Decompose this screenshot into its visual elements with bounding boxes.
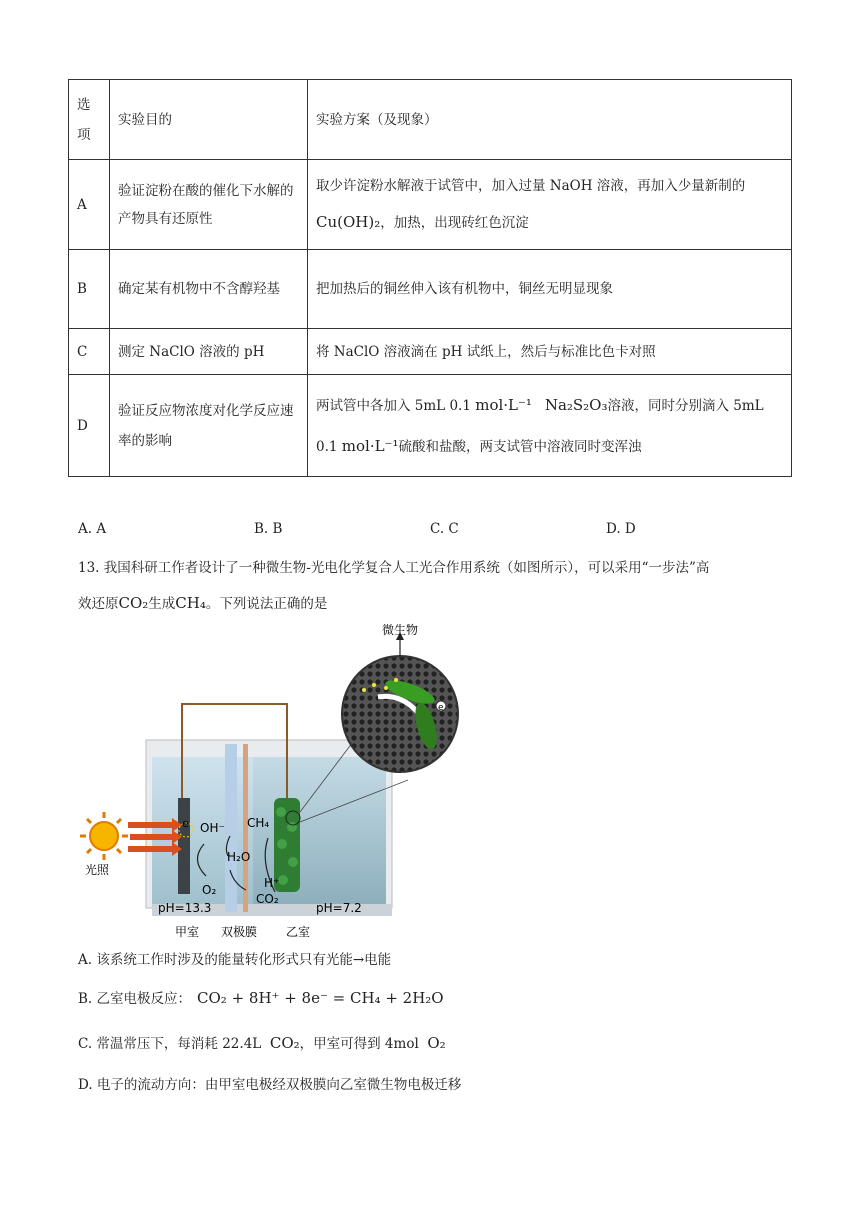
row-plan	[308, 375, 792, 477]
electrochemical-cell-figure	[78, 622, 478, 944]
label-ch4: CH₄	[247, 816, 270, 830]
plan-text: 溶液，同时分别滴入 5mL	[607, 397, 764, 414]
table-row	[69, 250, 792, 329]
choice-c[interactable]	[78, 1032, 446, 1052]
label-membrane: 双极膜	[221, 925, 258, 939]
label-microbe: 微生物	[382, 623, 419, 637]
electron-left: e	[182, 817, 189, 830]
label-co2: CO₂	[256, 892, 279, 906]
photoanode	[178, 798, 190, 894]
stem-text: 生成	[148, 596, 176, 612]
row-option: B	[69, 250, 110, 329]
unit: mol·L⁻¹	[341, 436, 399, 455]
row-option: C	[69, 329, 110, 375]
question-13-stem: 13. 我国科研工作者设计了一种微生物-光电化学复合人工光合作用系统（如图所示），可以采用“一步法”高	[78, 560, 710, 576]
row-purpose: 验证反应物浓度对化学反应速率的影响	[110, 375, 308, 477]
header-purpose: 实验目的	[110, 80, 308, 160]
row-option: A	[69, 160, 110, 250]
choice-label: B. 乙室电极反应：	[78, 991, 192, 1007]
choice-text: ，甲室可得到 4mol	[299, 1036, 419, 1052]
row-plan: 将 NaClO 溶液滴在 pH 试纸上，然后与标准比色卡对照	[308, 329, 792, 375]
formula: CO₂	[118, 594, 149, 612]
answer-option-c[interactable]: C. C	[430, 521, 459, 537]
label-oh: OH⁻	[200, 821, 225, 835]
table-row	[69, 329, 792, 375]
plan-text: ，加热，出现砖红色沉淀	[380, 215, 529, 231]
header-plan: 实验方案（及现象）	[308, 80, 792, 160]
stem-text: 。下列说法正确的是	[205, 596, 328, 612]
plan-text: 0.1	[316, 438, 338, 455]
label-ph-right: pH=7.2	[316, 901, 362, 915]
table-row	[69, 160, 792, 250]
label-ph-left: pH=13.3	[158, 901, 212, 915]
formula: O₂	[427, 1034, 446, 1052]
row-plan: 把加热后的铜丝伸入该有机物中，铜丝无明显现象	[308, 250, 792, 329]
header-option: 选 项	[69, 80, 110, 160]
membrane-blue	[225, 744, 237, 912]
choice-d[interactable]: D. 电子的流动方向：由甲室电极经双极膜向乙室微生物电极迁移	[78, 1077, 462, 1093]
experiment-table	[68, 79, 792, 477]
plan-line: 取少许淀粉水解液于试管中，加入过量 NaOH 溶液，再加入少量新制的	[316, 178, 746, 194]
microbe-zoom-inset	[342, 656, 458, 772]
label-h2o: H₂O	[227, 850, 251, 864]
formula: CH₄	[175, 594, 206, 612]
plan-line	[316, 426, 783, 467]
row-purpose: 测定 NaClO 溶液的 pH	[110, 329, 308, 375]
formula: CO₂ + 8H⁺ + 8e⁻ = CH₄ + 2H₂O	[197, 989, 444, 1007]
label-o2: O₂	[202, 883, 217, 897]
label-room-a: 甲室	[175, 925, 200, 939]
stem-text: 效还原	[78, 596, 119, 612]
answer-option-b[interactable]: B. B	[254, 521, 283, 537]
table-row	[69, 375, 792, 477]
light-arrows	[128, 818, 182, 856]
formula: CO₂	[269, 1034, 300, 1052]
plan-line	[316, 204, 783, 241]
plan-text: 硫酸和盐酸，两支试管中溶液同时变浑浊	[398, 438, 642, 455]
question-13-stem-2	[78, 592, 327, 612]
choice-a[interactable]: A. 该系统工作时涉及的能量转化形式只有光能→电能	[78, 952, 392, 968]
label-room-b: 乙室	[286, 925, 311, 939]
row-option: D	[69, 375, 110, 477]
answer-option-d[interactable]: D. D	[606, 521, 636, 537]
formula: Cu(OH)₂	[316, 213, 381, 231]
plan-text: 两试管中各加入 5mL 0.1	[316, 397, 471, 414]
row-purpose: 验证淀粉在酸的催化下水解的产物具有还原性	[110, 160, 308, 250]
row-purpose: 确定某有机物中不含醇羟基	[110, 250, 308, 329]
formula: Na₂S₂O₃	[544, 395, 608, 414]
choice-b[interactable]	[78, 987, 444, 1007]
sun-icon	[80, 812, 128, 860]
choice-text: C. 常温常压下，每消耗 22.4L	[78, 1036, 262, 1052]
label-h: H⁺	[264, 876, 280, 890]
label-light: 光照	[85, 863, 110, 877]
row-plan	[308, 160, 792, 250]
plan-line	[316, 385, 783, 426]
electron-inset: e	[438, 703, 444, 713]
table-header-row	[69, 80, 792, 160]
answer-option-a[interactable]: A. A	[78, 521, 107, 537]
unit: mol·L⁻¹	[475, 395, 532, 414]
